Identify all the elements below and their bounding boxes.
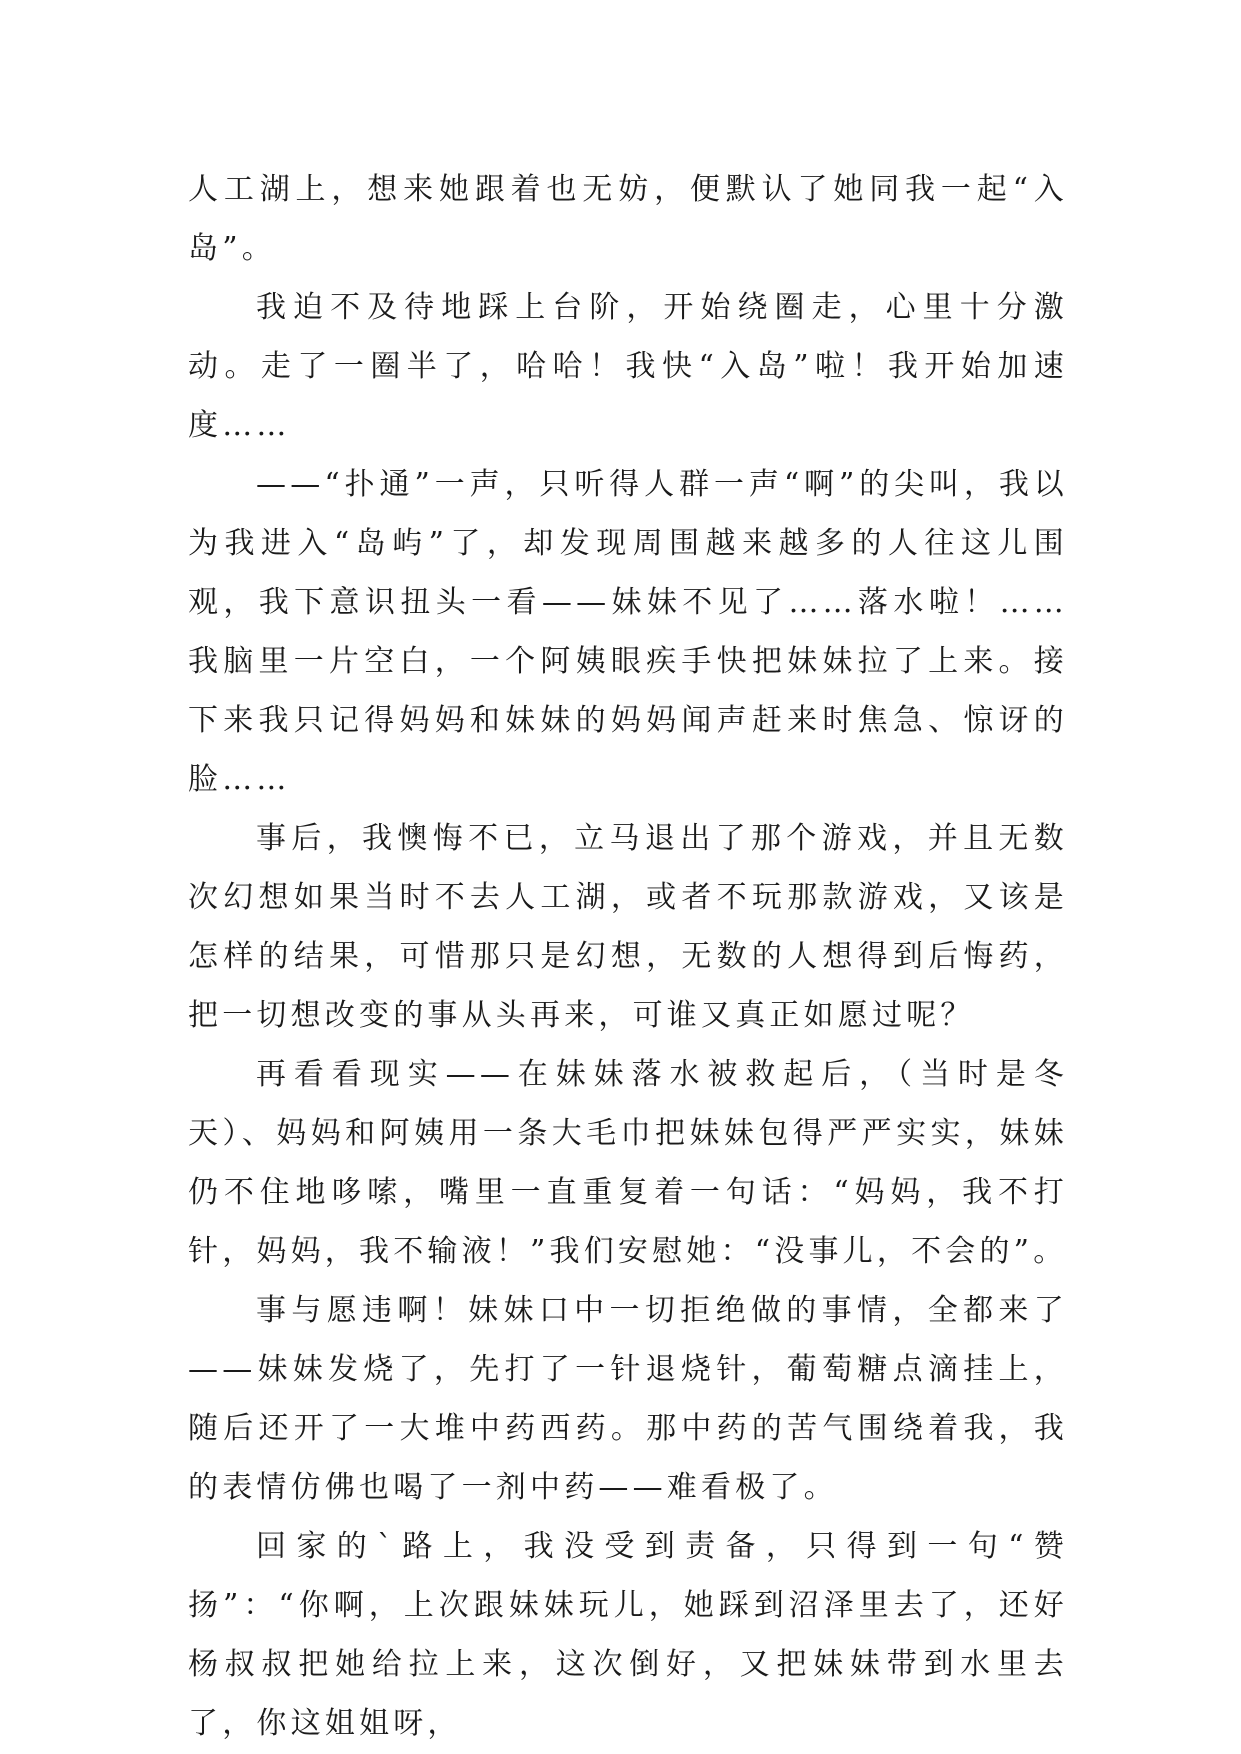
paragraph-3: ——“扑通”一声，只听得人群一声“啊”的尖叫，我以为我进入“岛屿”了，却发现周围越来越多的人往这儿围观，我下意识扭头一看——妹妹不见了……落水啦！……我脑里一片空白，一个阿姨眼疾手快把妹妹拉了上来。接下来我只记得妈妈和妹妹的妈妈闻声赶来时焦急、惊讶的脸……: [188, 467, 1068, 797]
paragraph-6: 事与愿违啊！妹妹口中一切拒绝做的事情，全都来了——妹妹发烧了，先打了一针退烧针，葡萄糖点滴挂上，随后还开了一大堆中药西药。那中药的苦气围绕着我，我的表情仿佛也喝了一剂中药——难看极了。: [188, 1293, 1068, 1505]
paragraph-1: 人工湖上，想来她跟着也无妨，便默认了她同我一起“入岛”。: [188, 172, 1068, 266]
paragraph-5: 再看看现实——在妹妹落水被救起后，（当时是冬天）、妈妈和阿姨用一条大毛巾把妹妹包得严严实实，妹妹仍不住地哆嗦，嘴里一直重复着一句话：“妈妈，我不打针，妈妈，我不输液！”我们安慰她：“没事儿，不会的”。: [188, 1057, 1068, 1269]
paragraph-7: 回家的`路上，我没受到责备，只得到一句“赞扬”：“你啊，上次跟妹妹玩儿，她踩到沼泽里去了，还好杨叔叔把她给拉上来，这次倒好，又把妹妹带到水里去了，你这姐姐呀，: [188, 1529, 1068, 1741]
paragraph-4: 事后，我懊悔不已，立马退出了那个游戏，并且无数次幻想如果当时不去人工湖，或者不玩那款游戏，又该是怎样的结果，可惜那只是幻想，无数的人想得到后悔药，把一切想改变的事从头再来，可谁又真正如愿过呢？: [188, 821, 1068, 1033]
paragraph-2: 我迫不及待地踩上台阶，开始绕圈走，心里十分激动。走了一圈半了，哈哈！我快“入岛”啦！我开始加速度……: [188, 290, 1068, 443]
document-body: [188, 160, 1068, 1753]
